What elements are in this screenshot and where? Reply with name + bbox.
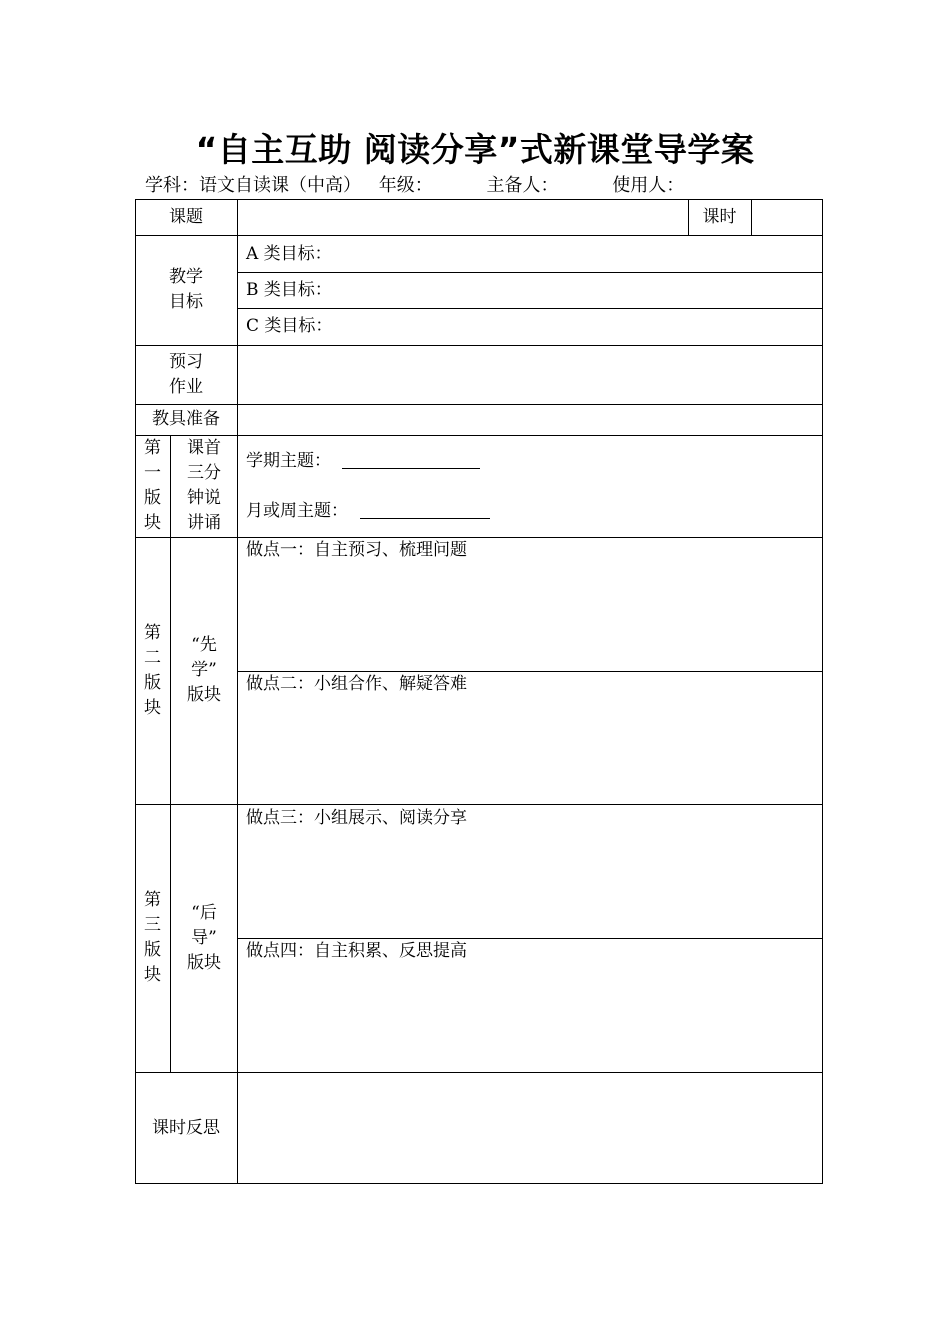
section1-sub-line: 钟说 <box>187 488 221 508</box>
section2-sub-line: 版块 <box>187 685 221 705</box>
section1-label <box>135 436 170 536</box>
period-label: 课时 <box>702 207 737 227</box>
grade-label: 年级： <box>378 175 433 196</box>
user-label: 使用人： <box>612 175 685 196</box>
section1-label-char: 一 <box>144 463 161 483</box>
subject-label: 学科：语文自读课（中高） <box>145 175 361 196</box>
goals-label <box>135 265 237 315</box>
semester-theme-label: 学期主题： <box>246 451 331 471</box>
section1-sub-line: 三分 <box>187 463 221 483</box>
reflection-input-cell[interactable] <box>238 1073 822 1183</box>
section2-sub-line: 学” <box>191 660 217 680</box>
section1-sub-line: 讲诵 <box>187 513 221 533</box>
point1-label: 做点一：自主预习、梳理问题 <box>246 540 467 560</box>
section2-label-char: 二 <box>144 648 161 668</box>
period-input-cell[interactable] <box>752 200 822 235</box>
section2-sub-label <box>171 633 237 708</box>
section3-label-char: 三 <box>144 915 161 935</box>
point2-label: 做点二：小组合作、解疑答难 <box>246 674 467 694</box>
section1-label-char: 块 <box>144 513 161 533</box>
goal-b-label: B 类目标： <box>246 280 332 300</box>
tools-input-cell[interactable] <box>238 405 822 435</box>
semester-theme-blank[interactable] <box>342 468 480 469</box>
section2-label-char: 块 <box>144 698 161 718</box>
point4-label: 做点四：自主积累、反思提高 <box>246 941 467 961</box>
goal-a-label: A 类目标： <box>246 244 332 264</box>
page-title: “自主互助 阅读分享”式新课堂导学案 <box>195 130 755 169</box>
goals-label-line: 目标 <box>169 292 203 312</box>
preview-label-line: 预习 <box>169 352 203 372</box>
section1-label-char: 版 <box>144 488 161 508</box>
section3-label-char: 块 <box>144 965 161 985</box>
section2-label-char: 版 <box>144 673 161 693</box>
topic-label: 课题 <box>169 207 203 227</box>
preview-input-cell[interactable] <box>238 346 822 404</box>
section3-sub-line: 版块 <box>187 953 221 973</box>
section3-label-char: 版 <box>144 940 161 960</box>
reflection-label: 课时反思 <box>152 1118 220 1138</box>
section3-label-char: 第 <box>144 890 161 910</box>
section2-label <box>135 621 170 721</box>
month-week-theme-label: 月或周主题： <box>246 501 348 521</box>
month-week-theme-blank[interactable] <box>360 518 490 519</box>
topic-input-cell[interactable] <box>238 200 688 235</box>
preview-label <box>135 350 237 400</box>
section1-sub-line: 课首 <box>187 438 221 458</box>
preparer-label: 主备人： <box>486 175 559 196</box>
section3-sub-label <box>171 901 237 976</box>
goal-c-label: C 类目标： <box>246 316 333 336</box>
row-divider <box>237 308 823 309</box>
row-divider <box>237 272 823 273</box>
section3-sub-line: 导” <box>191 928 217 948</box>
section3-label <box>135 888 170 988</box>
goals-label-line: 教学 <box>169 267 203 287</box>
section2-sub-line: “先 <box>191 635 217 655</box>
preview-label-line: 作业 <box>169 377 203 397</box>
section1-sub-label <box>171 436 237 536</box>
header-meta <box>145 174 684 198</box>
section3-sub-line: “后 <box>191 903 217 923</box>
tools-label: 教具准备 <box>152 409 220 429</box>
section1-label-char: 第 <box>144 438 161 458</box>
section2-label-char: 第 <box>144 623 161 643</box>
point3-label: 做点三：小组展示、阅读分享 <box>246 808 467 828</box>
